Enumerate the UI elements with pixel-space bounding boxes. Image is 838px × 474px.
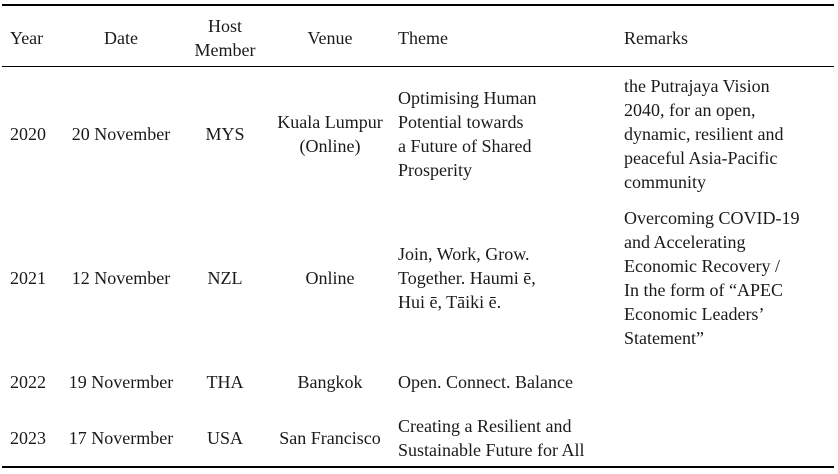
row-2020-remarks-line: community: [624, 172, 706, 192]
row-2020-remarks-line: the Putrajaya Vision: [624, 76, 770, 96]
row-2023-year: 2023: [10, 428, 46, 448]
row-2021-venue: [266, 266, 394, 290]
row-2023-theme-line: Sustainable Future for All: [398, 440, 585, 460]
row-2021-remarks: [624, 206, 836, 350]
row-2021-venue-line: Online: [305, 268, 355, 288]
table-top-rule: [2, 4, 834, 6]
row-2021-date: 12 November: [71, 268, 171, 288]
row-2021-remarks-line: Economic Leaders’: [624, 304, 765, 324]
row-2023-theme-line: Creating a Resilient and: [398, 416, 572, 436]
table-bottom-rule: [2, 466, 834, 468]
row-2022-venue-line: Bangkok: [297, 372, 363, 392]
header-rule: [2, 66, 834, 67]
header-year: Year: [10, 28, 44, 48]
row-2021-year: 2021: [10, 268, 46, 288]
row-2021-theme-line: Join, Work, Grow.: [398, 244, 530, 264]
row-2021-remarks-line: and Accelerating: [624, 232, 746, 252]
row-2022-venue: [266, 370, 394, 394]
row-2020-date: 20 November: [71, 124, 171, 144]
header-host-member: [192, 14, 258, 62]
header-remarks: Remarks: [624, 28, 688, 48]
header-venue: Venue: [307, 28, 353, 48]
row-2020-theme-line: a Future of Shared: [398, 136, 532, 156]
header-date: Date: [104, 28, 138, 48]
row-2021-remarks-line: Overcoming COVID-19: [624, 208, 800, 228]
row-2021-theme: [398, 242, 620, 314]
row-2020-venue-line: Kuala Lumpur: [277, 112, 383, 132]
row-2021-remarks-line: Statement”: [624, 328, 704, 348]
row-2021-remarks-line: In the form of “APEC: [624, 280, 783, 300]
row-2023-date: 17 Novermber: [68, 428, 174, 448]
row-2020-theme-line: Potential towards: [398, 112, 524, 132]
row-2020-year: 2020: [10, 124, 46, 144]
row-2020-theme: [398, 86, 620, 182]
row-2022-host: THA: [206, 372, 244, 392]
row-2023-venue-line: San Francisco: [279, 428, 381, 448]
row-2020-venue-line: (Online): [299, 136, 361, 156]
row-2023-venue: [266, 426, 394, 450]
row-2021-host: NZL: [207, 268, 243, 288]
header-host-line-2: Member: [194, 40, 256, 60]
row-2020-venue: [266, 110, 394, 158]
row-2020-theme-line: Optimising Human: [398, 88, 537, 108]
row-2022-date: 19 Novermber: [68, 372, 174, 392]
row-2022-theme-line: Open. Connect. Balance: [398, 372, 573, 392]
row-2020-host: MYS: [205, 124, 245, 144]
header-host-line-1: Host: [207, 16, 242, 36]
row-2020-remarks-line: 2040, for an open,: [624, 100, 756, 120]
row-2022-theme: [398, 370, 620, 394]
row-2020-remarks-line: dynamic, resilient and: [624, 124, 784, 144]
row-2021-theme-line: Hui ē, Tāiki ē.: [398, 292, 502, 312]
row-2023-host: USA: [206, 428, 243, 448]
row-2021-remarks-line: Economic Recovery /: [624, 256, 780, 276]
header-theme: Theme: [398, 28, 448, 48]
row-2023-theme: [398, 414, 620, 462]
row-2020-theme-line: Prosperity: [398, 160, 472, 180]
row-2021-theme-line: Together. Haumi ē,: [398, 268, 536, 288]
row-2020-remarks-line: peaceful Asia-Pacific: [624, 148, 778, 168]
row-2022-year: 2022: [10, 372, 46, 392]
row-2020-remarks: [624, 74, 836, 194]
